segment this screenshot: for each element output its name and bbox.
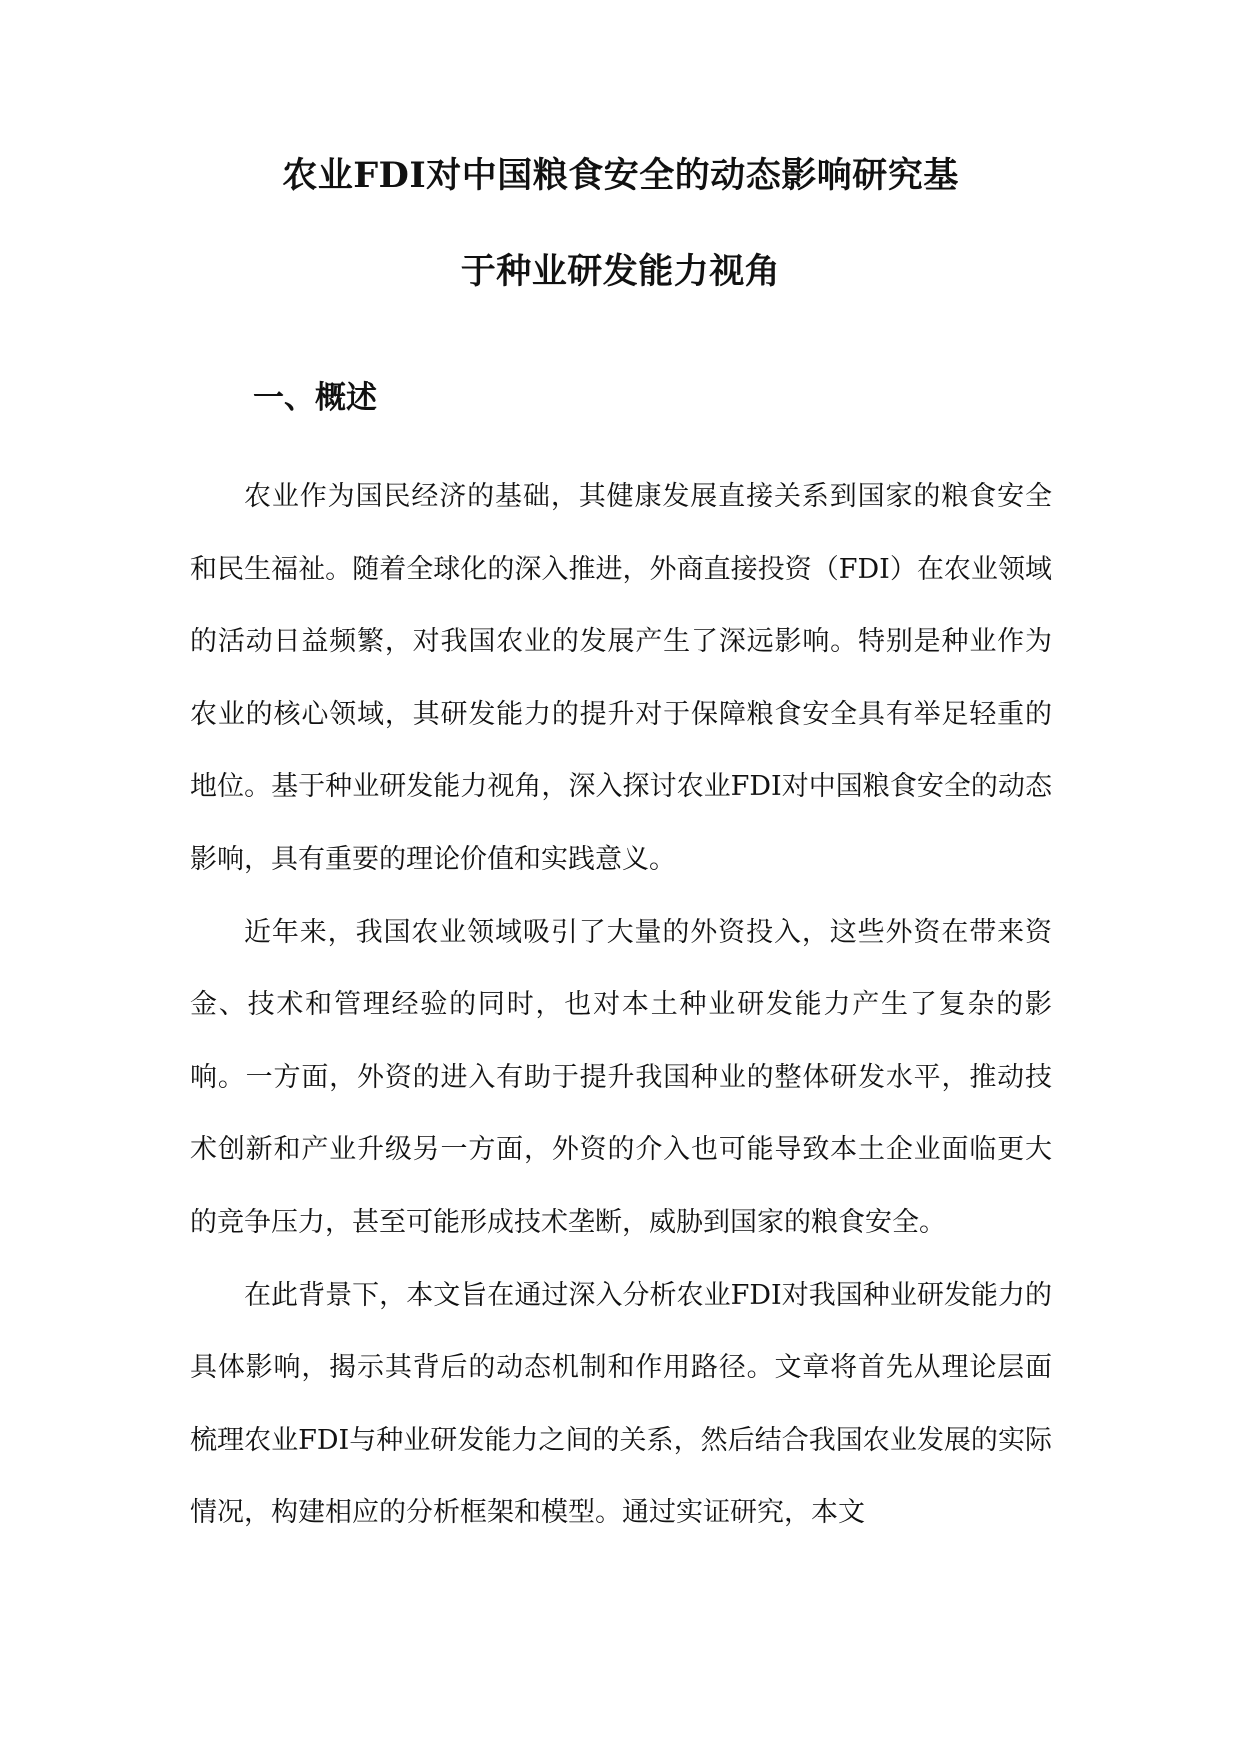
section-heading: 一、概述 xyxy=(253,380,377,416)
document-title-line-2: 于种业研发能力视角 xyxy=(460,251,781,292)
paragraph-3: 在此背景下，本文旨在通过深入分析农业FDI对我国种业研发能力的具体影响，揭示其背后的动态机制和作用路径。文章将首先从理论层面梳理农业FDI与种业研发能力之间的关系，然后结合我国农业发展的实际情况，构建相应的分析框架和模型。通过实证研究，本文 xyxy=(190,1279,1052,1529)
paragraph-1: 农业作为国民经济的基础，其健康发展直接关系到国家的粮食安全和民生福祉。随着全球化的深入推进，外商直接投资（FDI）在农业领域的活动日益频繁，对我国农业的发展产生了深远影响。特别是种业作为农业的核心领域，其研发能力的提升对于保障粮食安全具有举足轻重的地位。基于种业研发能力视角，深入探讨农业FDI对中国粮食安全的动态影响，具有重要的理论价值和实践意义。 xyxy=(190,481,1052,875)
body-text xyxy=(190,461,1052,1550)
document-title-line-1: 农业FDI对中国粮食安全的动态影响研究基 xyxy=(282,155,959,196)
paragraph-2: 近年来，我国农业领域吸引了大量的外资投入，这些外资在带来资金、技术和管理经验的同时，也对本土种业研发能力产生了复杂的影响。一方面，外资的进入有助于提升我国种业的整体研发水平，推动技术创新和产业升级另一方面，外资的介入也可能导致本土企业面临更大的竞争压力，甚至可能形成技术垄断，威胁到国家的粮食安全。 xyxy=(190,916,1052,1238)
